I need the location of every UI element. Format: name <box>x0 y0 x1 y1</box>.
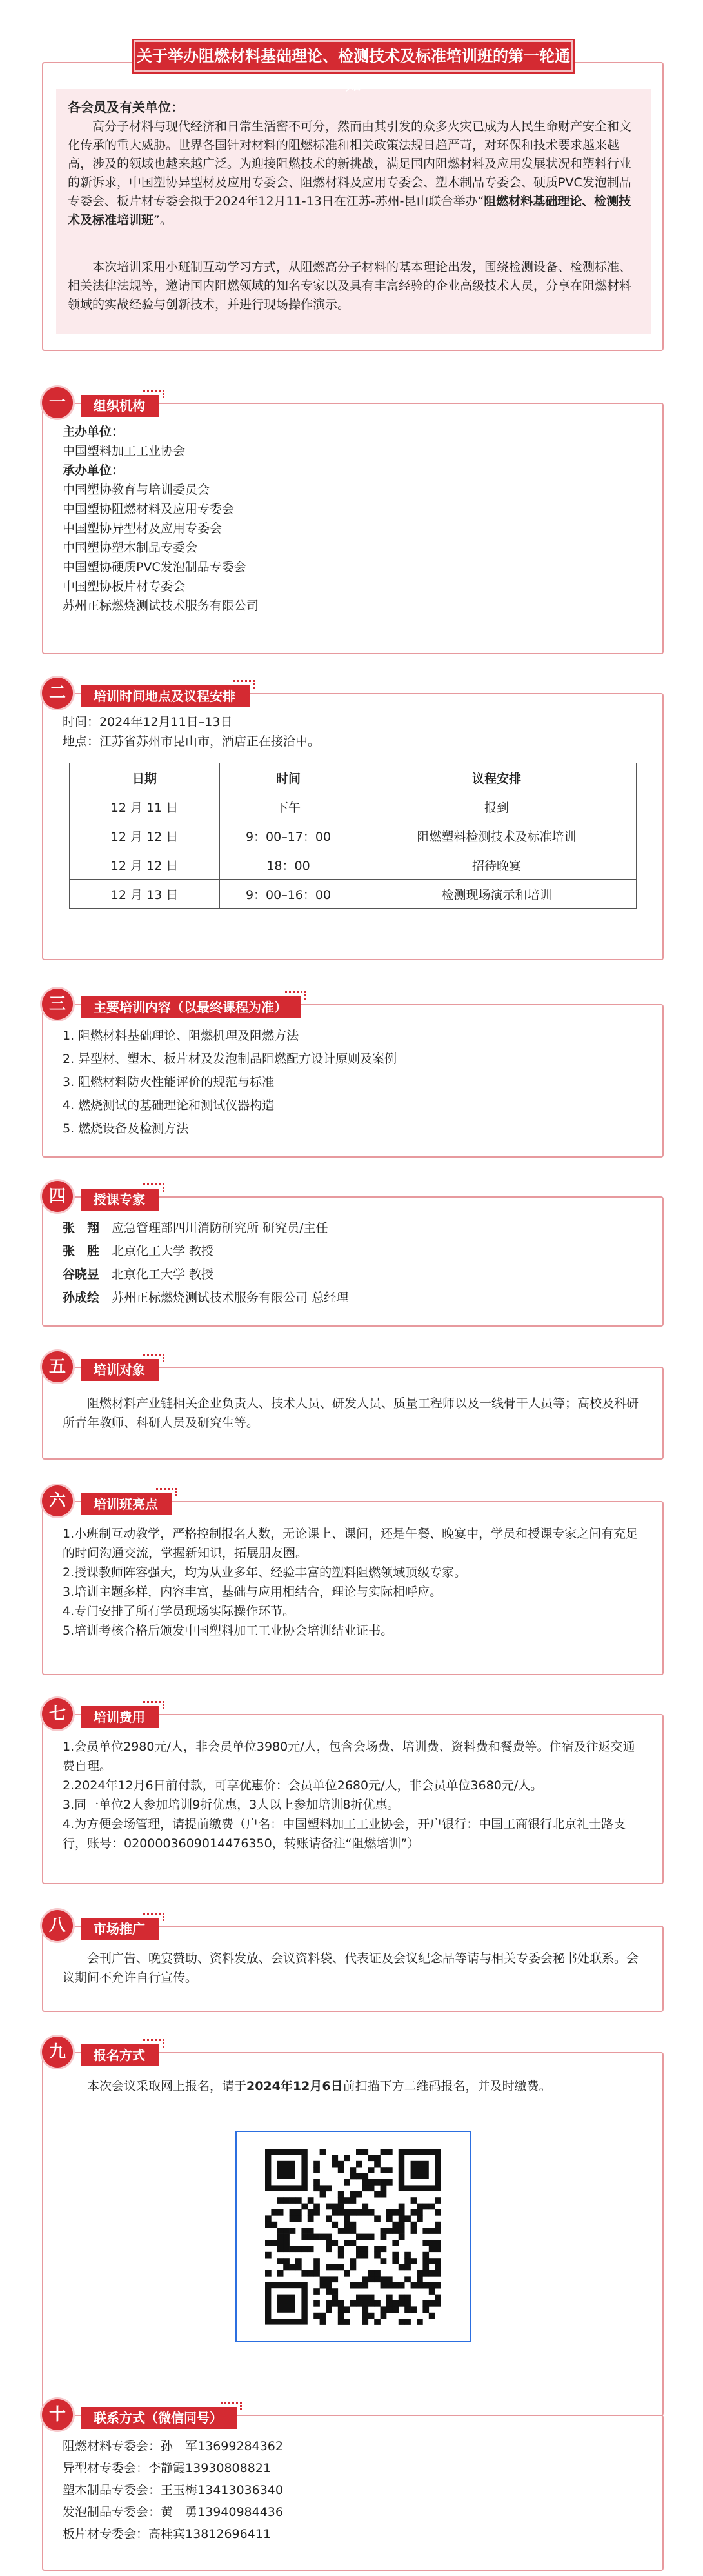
registration-text: 本次会议采取网上报名，请于2024年12月6日前扫描下方二维码报名，并及时缴费。 <box>87 2079 551 2093</box>
organizer-item: 中国塑协阻燃材料及应用专委会 <box>63 502 235 516</box>
training-time: 时间：2024年12月11日–13日 <box>63 715 233 729</box>
contact-person: 王玉梅13413036340 <box>161 2483 283 2497</box>
expert-name: 孙成绘 <box>63 1291 100 1305</box>
section-highlights <box>42 1491 664 1675</box>
section-organization <box>42 393 664 654</box>
table-cell: 12 月 12 日 <box>70 821 220 850</box>
fee-list <box>63 1737 643 1853</box>
list-item: 5. 燃烧设备及检测方法 <box>63 1122 189 1136</box>
section-experts <box>42 1187 664 1327</box>
section-title: 培训费用 <box>81 1706 159 1728</box>
section-number-badge: 五 <box>42 1351 77 1382</box>
contact-person: 高桂宾13812696411 <box>148 2527 271 2541</box>
list-item: 1. 阻燃材料基础理论、阻燃机理及阻燃方法 <box>63 1029 299 1043</box>
intro-paragraph-1: 高分子材料与现代经济和日常生活密不可分，然而由其引发的众多火灾已成为人民生命财产安全和文化传承的重大威胁。世界各国针对材料的阻燃标准和相关政策法规日趋严苛，对环保和技术要求越来越高，涉及的领域也越来越广泛。为迎接阻燃技术的新挑战，满足国内阻燃材料及应用发展状况和塑料行业的新诉求，中国塑协异型材及应用专委会、阻燃材料及应用专委会、塑木制品专委会、硬质PVC发泡制品专委会、板片材专委会拟于2024年12月11-13日在江苏-苏州-昆山联合举办“阻燃材料基础理论、检测技术及标准培训班”。 <box>68 119 632 227</box>
training-place: 地点：江苏省苏州市昆山市，酒店正在接洽中。 <box>63 734 321 749</box>
qr-code-icon <box>237 2132 470 2341</box>
section-number-badge: 一 <box>42 387 77 418</box>
table-header-row <box>70 763 637 792</box>
contact-row <box>63 2524 271 2544</box>
contact-org: 阻燃材料专委会： <box>63 2439 161 2453</box>
contact-person: 李静霞13930808821 <box>148 2461 271 2475</box>
qr-code[interactable] <box>235 2131 471 2342</box>
host-label: 主办单位： <box>63 425 124 439</box>
table-cell: 9：00–16：00 <box>220 880 357 909</box>
section-title: 联系方式（微信同号） <box>81 2407 237 2429</box>
table-cell: 检测现场演示和培训 <box>357 880 637 909</box>
column-header: 时间 <box>220 763 357 792</box>
expert-row <box>63 1288 348 1307</box>
list-item: 2.2024年12月6日前付款，可享优惠价：会员单位2680元/人，非会员单位3680元/人。 <box>63 1778 543 1793</box>
page-title: 关于举办阻燃材料基础理论、检测技术及标准培训班的第一轮通知 <box>134 40 573 72</box>
expert-desc: 北京化工大学 教授 <box>112 1267 214 1282</box>
intro-paragraph-2: 本次培训采用小班制互动学习方式，从阻燃高分子材料的基本理论出发，围绕检测设备、检测标准、相关法律法规等，邀请国内阻燃领域的知名专家以及具有丰富经验的企业高级技术人员，分享在阻燃材料领域的实战经验与创新技术，并进行现场操作演示。 <box>68 260 632 312</box>
table-cell: 招待晚宴 <box>357 850 637 880</box>
audience-text: 阻燃材料产业链相关企业负责人、技术人员、研发人员、质量工程师以及一线骨干人员等；高校及科研所青年教师、科研人员及研究生等。 <box>63 1396 639 1430</box>
organizer-item: 苏州正标燃烧测试技术服务有限公司 <box>63 599 259 613</box>
table-cell: 12 月 12 日 <box>70 850 220 880</box>
list-item: 2. 异型材、塑木、板片材及发泡制品阻燃配方设计原则及案例 <box>63 1052 397 1066</box>
section-number-badge: 四 <box>42 1181 77 1212</box>
table-cell: 9：00–17：00 <box>220 821 357 850</box>
section-number-badge: 六 <box>42 1485 77 1516</box>
organizer-item: 中国塑协塑木制品专委会 <box>63 541 198 555</box>
list-item: 4. 燃烧测试的基础理论和测试仪器构造 <box>63 1098 275 1112</box>
section-contacts <box>42 2405 664 2571</box>
table-cell: 12 月 11 日 <box>70 792 220 821</box>
section-title: 报名方式 <box>81 2044 159 2066</box>
contact-person: 黄 勇13940984436 <box>161 2505 283 2519</box>
expert-row <box>63 1242 213 1261</box>
contact-row <box>63 2437 283 2456</box>
section-title: 市场推广 <box>81 1918 159 1940</box>
contact-org: 塑木制品专委会： <box>63 2483 161 2497</box>
contact-org: 发泡制品专委会： <box>63 2505 161 2519</box>
section-title: 组织机构 <box>81 395 159 417</box>
list-item: 3.同一单位2人参加培训9折优惠，3人以上参加培训8折优惠。 <box>63 1798 400 1812</box>
expert-desc: 应急管理部四川消防研究所 研究员/主任 <box>112 1221 328 1235</box>
organizer-label: 承办单位： <box>63 463 124 478</box>
schedule-table <box>69 763 637 909</box>
table-cell: 阻燃塑料检测技术及标准培训 <box>357 821 637 850</box>
list-item: 1.小班制互动教学，严格控制报名人数，无论课上、课间，还是午餐、晚宴中，学员和授课专家之间有充足的时间沟通交流，掌握新知识，拓展朋友圈。 <box>63 1527 639 1560</box>
section-number-badge: 九 <box>42 2037 77 2068</box>
expert-row <box>63 1218 328 1238</box>
section-title: 培训时间地点及议程安排 <box>81 685 250 707</box>
contact-org: 板片材专委会： <box>63 2527 149 2541</box>
table-row <box>70 821 637 850</box>
organizer-item: 中国塑协异型材及应用专委会 <box>63 521 223 536</box>
table-cell: 下午 <box>220 792 357 821</box>
expert-desc: 苏州正标燃烧测试技术服务有限公司 总经理 <box>112 1291 349 1305</box>
table-cell: 18：00 <box>220 850 357 880</box>
organizer-item: 中国塑协板片材专委会 <box>63 579 186 594</box>
section-number-badge: 八 <box>42 1910 77 1941</box>
table-row <box>70 850 637 880</box>
list-item: 2.授课教师阵容强大，均为从业多年、经验丰富的塑料阻燃领域顶级专家。 <box>63 1565 467 1580</box>
expert-desc: 北京化工大学 教授 <box>112 1244 214 1258</box>
section-number-badge: 七 <box>42 1698 77 1729</box>
greeting: 各会员及有关单位： <box>68 99 184 115</box>
section-number-badge: 二 <box>42 678 77 709</box>
section-title: 培训对象 <box>81 1359 159 1381</box>
section-title: 培训班亮点 <box>81 1493 172 1515</box>
list-item: 1.会员单位2980元/人，非会员单位3980元/人，包含会场费、培训费、资料费和餐费等。住宿及往返交通费自理。 <box>63 1740 635 1773</box>
section-content <box>42 994 664 1158</box>
table-row <box>70 880 637 909</box>
section-number-badge: 三 <box>42 989 77 1020</box>
contact-row <box>63 2459 271 2478</box>
list-item: 4.专门安排了所有学员现场实际操作环节。 <box>63 1604 295 1618</box>
expert-name: 张 翔 <box>63 1221 100 1235</box>
section-number-badge: 十 <box>42 2399 77 2430</box>
section-registration <box>42 2042 664 2416</box>
expert-row <box>63 1265 213 1284</box>
column-header: 日期 <box>70 763 220 792</box>
list-item: 3. 阻燃材料防火性能评价的规范与标准 <box>63 1075 275 1089</box>
contact-row <box>63 2480 283 2500</box>
organizer-item: 中国塑协教育与培训委员会 <box>63 483 210 497</box>
promotion-text: 会刊广告、晚宴赞助、资料发放、会议资料袋、代表证及会议纪念品等请与相关专委会秘书处联系。会议期间不允许自行宣传。 <box>63 1951 639 1985</box>
section-schedule <box>42 683 664 960</box>
section-audience <box>42 1357 664 1460</box>
intro-panel <box>56 89 651 334</box>
list-item: 4.为方便会场管理，请提前缴费（户名：中国塑料加工工业协会，开户银行：中国工商银行北京礼士路支行，账号：0200003609014476350，转账请备注“阻燃培训”） <box>63 1817 626 1851</box>
highlight-list <box>63 1524 643 1640</box>
intro-box <box>42 62 664 351</box>
expert-name: 谷晓昱 <box>63 1267 100 1282</box>
table-cell: 12 月 13 日 <box>70 880 220 909</box>
table-cell: 报到 <box>357 792 637 821</box>
section-title: 授课专家 <box>81 1189 159 1211</box>
table-row <box>70 792 637 821</box>
section-fees <box>42 1704 664 1884</box>
contact-person: 孙 军13699284362 <box>161 2439 283 2453</box>
list-item: 5.培训考核合格后颁发中国塑料加工工业协会培训结业证书。 <box>63 1624 393 1638</box>
contact-row <box>63 2502 283 2522</box>
host-name: 中国塑料加工工业协会 <box>63 444 186 458</box>
expert-name: 张 胜 <box>63 1244 100 1258</box>
list-item: 3.培训主题多样，内容丰富，基础与应用相结合，理论与实际相呼应。 <box>63 1585 442 1599</box>
section-promotion <box>42 1916 664 2012</box>
organizer-item: 中国塑协硬质PVC发泡制品专委会 <box>63 560 246 574</box>
section-title: 主要培训内容（以最终课程为准） <box>81 996 301 1018</box>
column-header: 议程安排 <box>357 763 637 792</box>
contact-org: 异型材专委会： <box>63 2461 149 2475</box>
